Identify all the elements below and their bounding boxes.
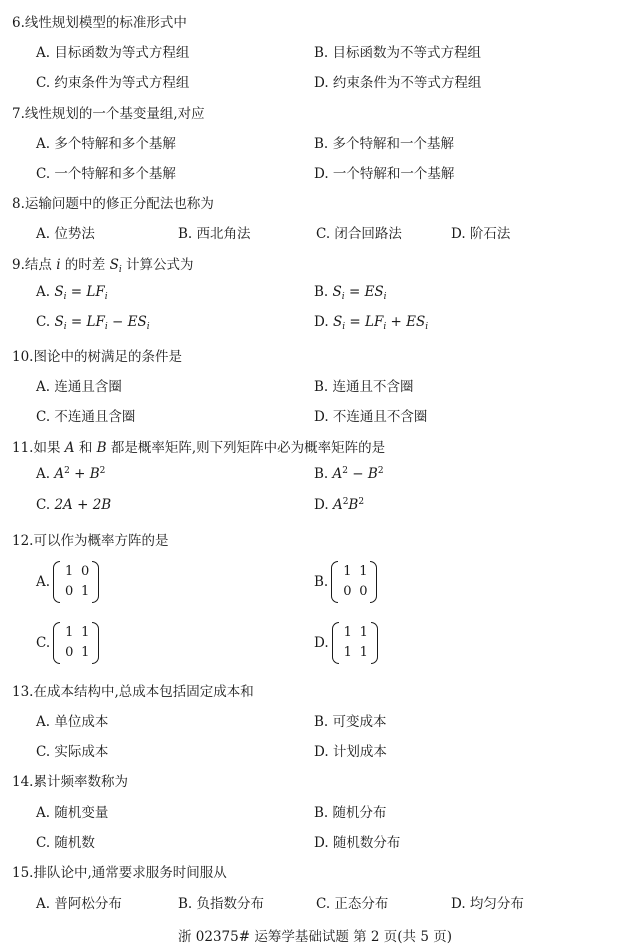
matrix-cell: 1 — [65, 625, 74, 640]
question-15-stem: 15.排队论中,通常要求服务时间服从 — [12, 865, 227, 881]
question-13-option-c[interactable]: C. 实际成本 — [36, 744, 109, 760]
question-13-option-a[interactable]: A. 单位成本 — [36, 714, 109, 730]
matrix-cell: 0 — [343, 584, 352, 599]
question-14-option-d[interactable]: D. 随机数分布 — [314, 835, 401, 851]
question-6-stem: 6.线性规划模型的标准形式中 — [12, 15, 187, 31]
question-11-option-a[interactable]: A. $A^2 + B^2$ — [36, 466, 106, 482]
option-label: B. — [314, 574, 329, 590]
question-10-option-a[interactable]: A. 连通且含圈 — [36, 379, 122, 395]
question-8-option-d[interactable]: D. 阶石法 — [451, 226, 511, 242]
matrix-cell: 1 — [81, 645, 90, 660]
question-12-option-d[interactable] — [314, 622, 378, 664]
question-9-option-d[interactable]: D. $S_i = LF_i + ES_i$ — [314, 314, 429, 332]
question-12-option-c[interactable] — [36, 622, 99, 664]
question-13-option-b[interactable]: B. 可变成本 — [314, 714, 387, 730]
option-label: D. — [314, 635, 329, 651]
matrix-cell: 1 — [343, 564, 352, 579]
matrix — [332, 622, 378, 664]
question-7-option-b[interactable]: B. 多个特解和一个基解 — [314, 136, 455, 152]
question-13-stem: 13.在成本结构中,总成本包括固定成本和 — [12, 684, 254, 700]
matrix-cell: 0 — [65, 584, 74, 599]
matrix — [331, 561, 377, 603]
question-15-option-c[interactable]: C. 正态分布 — [316, 896, 389, 912]
question-11-option-b[interactable]: B. $A^2 - B^2$ — [314, 466, 384, 482]
page-footer: 浙 02375# 运筹学基础试题 第 2 页(共 5 页) — [177, 929, 452, 945]
question-8-stem: 8.运输问题中的修正分配法也称为 — [12, 196, 214, 212]
matrix-cell: 1 — [343, 645, 352, 660]
matrix — [53, 622, 99, 664]
matrix-cell: 1 — [359, 564, 368, 579]
matrix-cell: 0 — [359, 584, 368, 599]
question-10-option-b[interactable]: B. 连通且不含圈 — [314, 379, 414, 395]
question-15-option-b[interactable]: B. 负指数分布 — [178, 896, 265, 912]
question-11-stem: 11.如果 A 和 B 都是概率矩阵,则下列矩阵中必为概率矩阵的是 — [12, 440, 386, 456]
question-14-stem: 14.累计频率数称为 — [12, 774, 128, 790]
question-8-option-b[interactable]: B. 西北角法 — [178, 226, 251, 242]
question-11-option-c[interactable]: C. 2A + 2B — [36, 497, 112, 513]
matrix-cell: 1 — [65, 564, 74, 579]
question-9-option-c[interactable]: C. $S_i = LF_i - ES_i$ — [36, 314, 150, 332]
matrix-cell: 0 — [81, 564, 90, 579]
question-15-option-a[interactable]: A. 普阿松分布 — [36, 896, 122, 912]
question-10-option-d[interactable]: D. 不连通且不含圈 — [314, 409, 428, 425]
matrix-cell: 0 — [65, 645, 74, 660]
question-9-stem: 9.结点 i 的时差 $S_i$ 计算公式为 — [12, 257, 194, 275]
question-6-option-c[interactable]: C. 约束条件为等式方程组 — [36, 75, 190, 91]
matrix-cell: 1 — [359, 625, 368, 640]
question-12-stem: 12.可以作为概率方阵的是 — [12, 533, 169, 549]
question-9-option-a[interactable]: A. $S_i = LF_i$ — [36, 284, 108, 302]
question-7-option-a[interactable]: A. 多个特解和多个基解 — [36, 136, 176, 152]
question-6-option-d[interactable]: D. 约束条件为不等式方程组 — [314, 75, 482, 91]
option-label: A. — [36, 574, 51, 590]
question-10-option-c[interactable]: C. 不连通且含圈 — [36, 409, 136, 425]
question-15-option-d[interactable]: D. 均匀分布 — [451, 896, 524, 912]
question-14-option-a[interactable]: A. 随机变量 — [36, 805, 109, 821]
matrix-cell: 1 — [343, 625, 352, 640]
question-14-option-b[interactable]: B. 随机分布 — [314, 805, 387, 821]
question-13-option-d[interactable]: D. 计划成本 — [314, 744, 387, 760]
question-7-stem: 7.线性规划的一个基变量组,对应 — [12, 106, 205, 122]
question-14-option-c[interactable]: C. 随机数 — [36, 835, 95, 851]
question-7-option-d[interactable]: D. 一个特解和一个基解 — [314, 166, 455, 182]
matrix-cell: 1 — [81, 584, 90, 599]
question-6-option-a[interactable]: A. 目标函数为等式方程组 — [36, 45, 190, 61]
question-8-option-c[interactable]: C. 闭合回路法 — [316, 226, 402, 242]
matrix — [53, 561, 99, 603]
question-8-option-a[interactable]: A. 位势法 — [36, 226, 95, 242]
question-7-option-c[interactable]: C. 一个特解和多个基解 — [36, 166, 176, 182]
option-label: C. — [36, 635, 51, 651]
question-11-option-d[interactable]: D. $A^2B^2$ — [314, 497, 365, 513]
question-12-option-a[interactable] — [36, 561, 99, 603]
question-10-stem: 10.图论中的树满足的条件是 — [12, 349, 182, 365]
question-9-option-b[interactable]: B. $S_i = ES_i$ — [314, 284, 387, 302]
matrix-cell: 1 — [359, 645, 368, 660]
matrix-cell: 1 — [81, 625, 90, 640]
question-12-option-b[interactable] — [314, 561, 377, 603]
question-6-option-b[interactable]: B. 目标函数为不等式方程组 — [314, 45, 482, 61]
